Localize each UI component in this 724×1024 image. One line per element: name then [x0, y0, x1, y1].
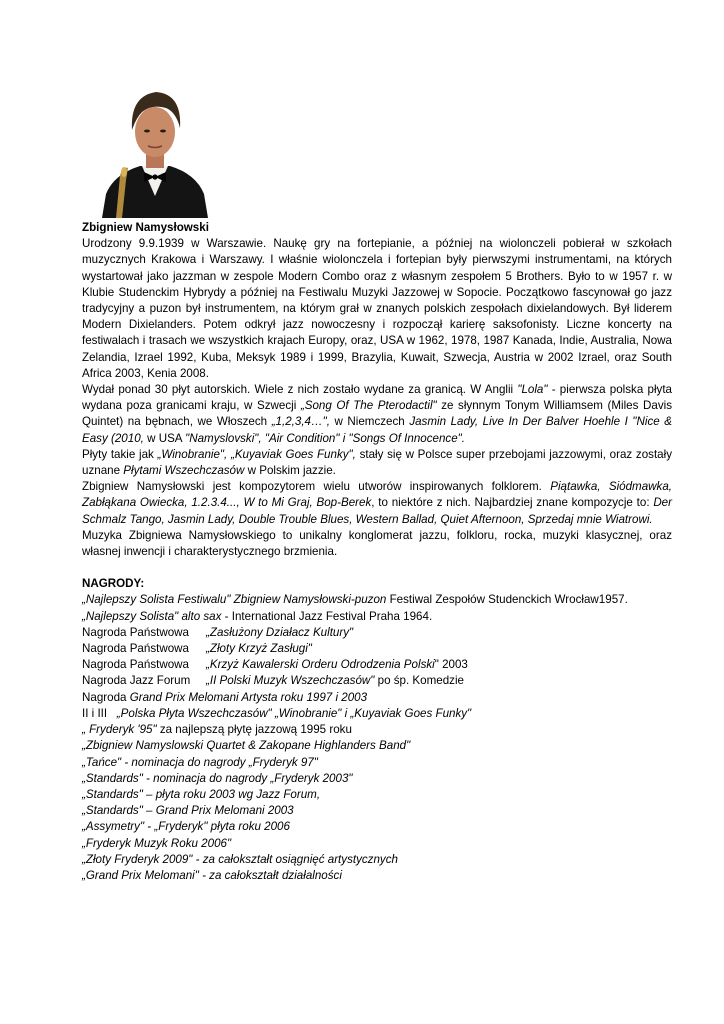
awards-heading: NAGRODY: [82, 577, 145, 591]
bio-text: w Niemczech [329, 415, 410, 429]
album-title: „1,2,3,4…", [271, 415, 330, 429]
award-name: „Najlepszy Solista" alto sax [82, 609, 222, 623]
composition-list: Piątawka, Siódmawka, Zabłąkana Owiecka, 1.2.3.4..., W to Mi Graj, Bop-Berek [82, 480, 672, 510]
bio-text: w USA [143, 431, 186, 445]
bio-text: stały się w Polsce super przebojami jazzowymi, oraz zostały uznane [82, 447, 672, 478]
award-name: „Standards" – płyta roku 2003 wg Jazz Forum, [82, 787, 321, 801]
award-detail: - International Jazz Festival Praha 1964. [221, 609, 433, 623]
award-name: „Polska Płyta Wszechczasów" „Winobranie" i „Kuyaviak Goes Funky" [116, 706, 472, 720]
award-name: „Krzyż Kawalerski Orderu Odrodzenia Polski [206, 658, 435, 672]
bio-text: Zbigniew Namysłowski jest kompozytorem wielu utworów inspirowanych folklorem. [82, 480, 551, 494]
award-item [82, 803, 672, 819]
award-detail: Festiwal Zespołów Studenckich Wrocław1957. [386, 593, 628, 607]
award-item [82, 609, 672, 625]
award-name: „Złoty Fryderyk 2009" - za całokształt osiągnięć artystycznych [82, 852, 398, 866]
award-item [82, 706, 672, 722]
award-item [82, 673, 672, 689]
award-label: II i III [82, 706, 117, 720]
award-name: „Tańce" - nominacja do nagrody „Fryderyk 97" [82, 755, 318, 769]
award-item [82, 755, 672, 771]
biography [82, 236, 672, 560]
award-name: Płytami Wszechczasów [123, 464, 245, 478]
album-title: „Winobranie", „Kuyaviak Goes Funky", [157, 447, 356, 461]
award-item [82, 641, 672, 657]
award-label: Nagroda Państwowa [82, 625, 189, 639]
award-detail: za najlepszą płytę jazzową 1995 roku [156, 723, 352, 737]
award-name: „Zasłużony Działacz Kultury" [206, 625, 354, 639]
award-name: „Fryderyk Muzyk Roku 2006" [82, 836, 232, 850]
bio-text: - pierwsza polska płyta wydana poza granicami kraju, w Szwecji [82, 383, 672, 413]
award-name: „Assymetry" - „Fryderyk" płyta roku 2006 [82, 820, 290, 834]
album-title: "Namyslovski", "Air Condition" i "Songs Of Innocence". [185, 431, 465, 445]
award-item [82, 787, 672, 803]
bio-paragraph-3 [82, 447, 672, 479]
award-name: „Zbigniew Namyslowski Quartet & Zakopane Highlanders Band" [82, 739, 411, 753]
award-item [82, 722, 672, 738]
award-item [82, 738, 672, 754]
award-name: „Standards" – Grand Prix Melomani 2003 [82, 804, 294, 818]
bio-text: Wydał ponad 30 płyt autorskich. Wiele z nich zostało wydane za granicą. W Anglii [82, 383, 518, 397]
award-name: „Standards" - nominacja do nagrody „Fryderyk 2003" [82, 771, 353, 785]
award-item [82, 868, 672, 884]
bio-text: ze słynnym Tonym Williamsem (Miles Davis Quintet) na bębnach, we Włoszech [82, 399, 672, 429]
album-title: „Song Of The Pterodactil" [300, 399, 437, 413]
award-item [82, 592, 672, 608]
bio-text: Płyty takie jak [82, 447, 158, 461]
bio-paragraph-4 [82, 479, 672, 528]
awards-list [82, 592, 672, 884]
award-detail: po śp. Komedzie [374, 674, 464, 688]
bio-paragraph-1: Urodzony 9.9.1939 w Warszawie. Naukę gry na fortepianie, a później na wiolonczeli pobierał w szkołach muzycznych Krakowa i Warszawy. I właśnie wiolonczela i fortepian były pierwszymi instrumentami, na których wystartował jako jazzman w zespole Modern Combo oraz z własnym zespołem 5 Brothers. Było to w 1957 r. w Klubie Studenckim Hybrydy a później na Festiwalu Muzyki Jazzowej w Sopocie. Początkowo fascynował go jazz tradycyjny a puzon był instrumentem, na którym grał w znanych polskich zespołach dixielandowych. Był liderem Modern Dixielanders. Potem odkrył jazz nowoczesny i rozpoczął karierę saksofonisty. Liczne koncerty na festiwalach i trasach we wszystkich krajach Europy, oraz, USA w 1962, 1978, 1987 Kanada, Indie, Australia, Nowa Zelandia, Izrael 1992, Kuba, Meksyk 1989 i 1999, Brazylia, Kuwait, Szwecja, Austria w 2002 Izrael, oraz South Africa 2003, Kenia 2008. [82, 237, 672, 380]
award-detail: " 2003 [434, 658, 468, 672]
document-body [82, 220, 672, 884]
award-item [82, 852, 672, 868]
award-name: „Grand Prix Melomani" - za całokształt działalności [82, 868, 342, 882]
award-label: Nagroda [82, 690, 130, 704]
award-item [82, 625, 672, 641]
portrait-photo [100, 76, 210, 218]
award-label: Nagroda Państwowa [82, 642, 189, 656]
award-label: Nagroda Jazz Forum [82, 674, 191, 688]
portrait-image [100, 76, 210, 218]
award-item [82, 819, 672, 835]
album-title: Jasmin Lady, Live In Der Balver Hoehle I "Nice & Easy (2010, [82, 415, 672, 445]
award-item [82, 836, 672, 852]
person-name: Zbigniew Namysłowski [82, 221, 209, 234]
award-label: Nagroda Państwowa [82, 658, 189, 672]
award-name: Grand Prix Melomani Artysta roku 1997 i 2003 [129, 690, 368, 704]
award-item [82, 690, 672, 706]
award-name: „Najlepszy Solista Festiwalu" Zbigniew Namysłowski-puzon [82, 593, 387, 607]
award-name: „ Fryderyk '95" [82, 723, 157, 737]
bio-paragraph-2 [82, 382, 672, 447]
award-item [82, 657, 672, 673]
composition-list: Der Schmalz Tango, Jasmin Lady, Double Trouble Blues, Western Ballad, Quiet Afternoon, Sprzedaj mnie Wiatrowi. [82, 496, 672, 526]
award-name: „II Polski Muzyk Wszechczasów" [206, 674, 375, 688]
bio-text: , to niektóre z nich. Najbardziej znane kompozycje to: [371, 496, 654, 510]
bio-paragraph-5: Muzyka Zbigniewa Namysłowskiego to unikalny konglomerat jazzu, folkloru, rocka, muzyki klasycznej, oraz własnej inwencji i charakterystycznego brzmienia. [82, 528, 672, 559]
award-item [82, 771, 672, 787]
award-name: „Złoty Krzyż Zasługi" [206, 642, 312, 656]
bio-text: w Polskim jazzie. [244, 464, 336, 478]
album-title: "Lola" [517, 383, 548, 397]
